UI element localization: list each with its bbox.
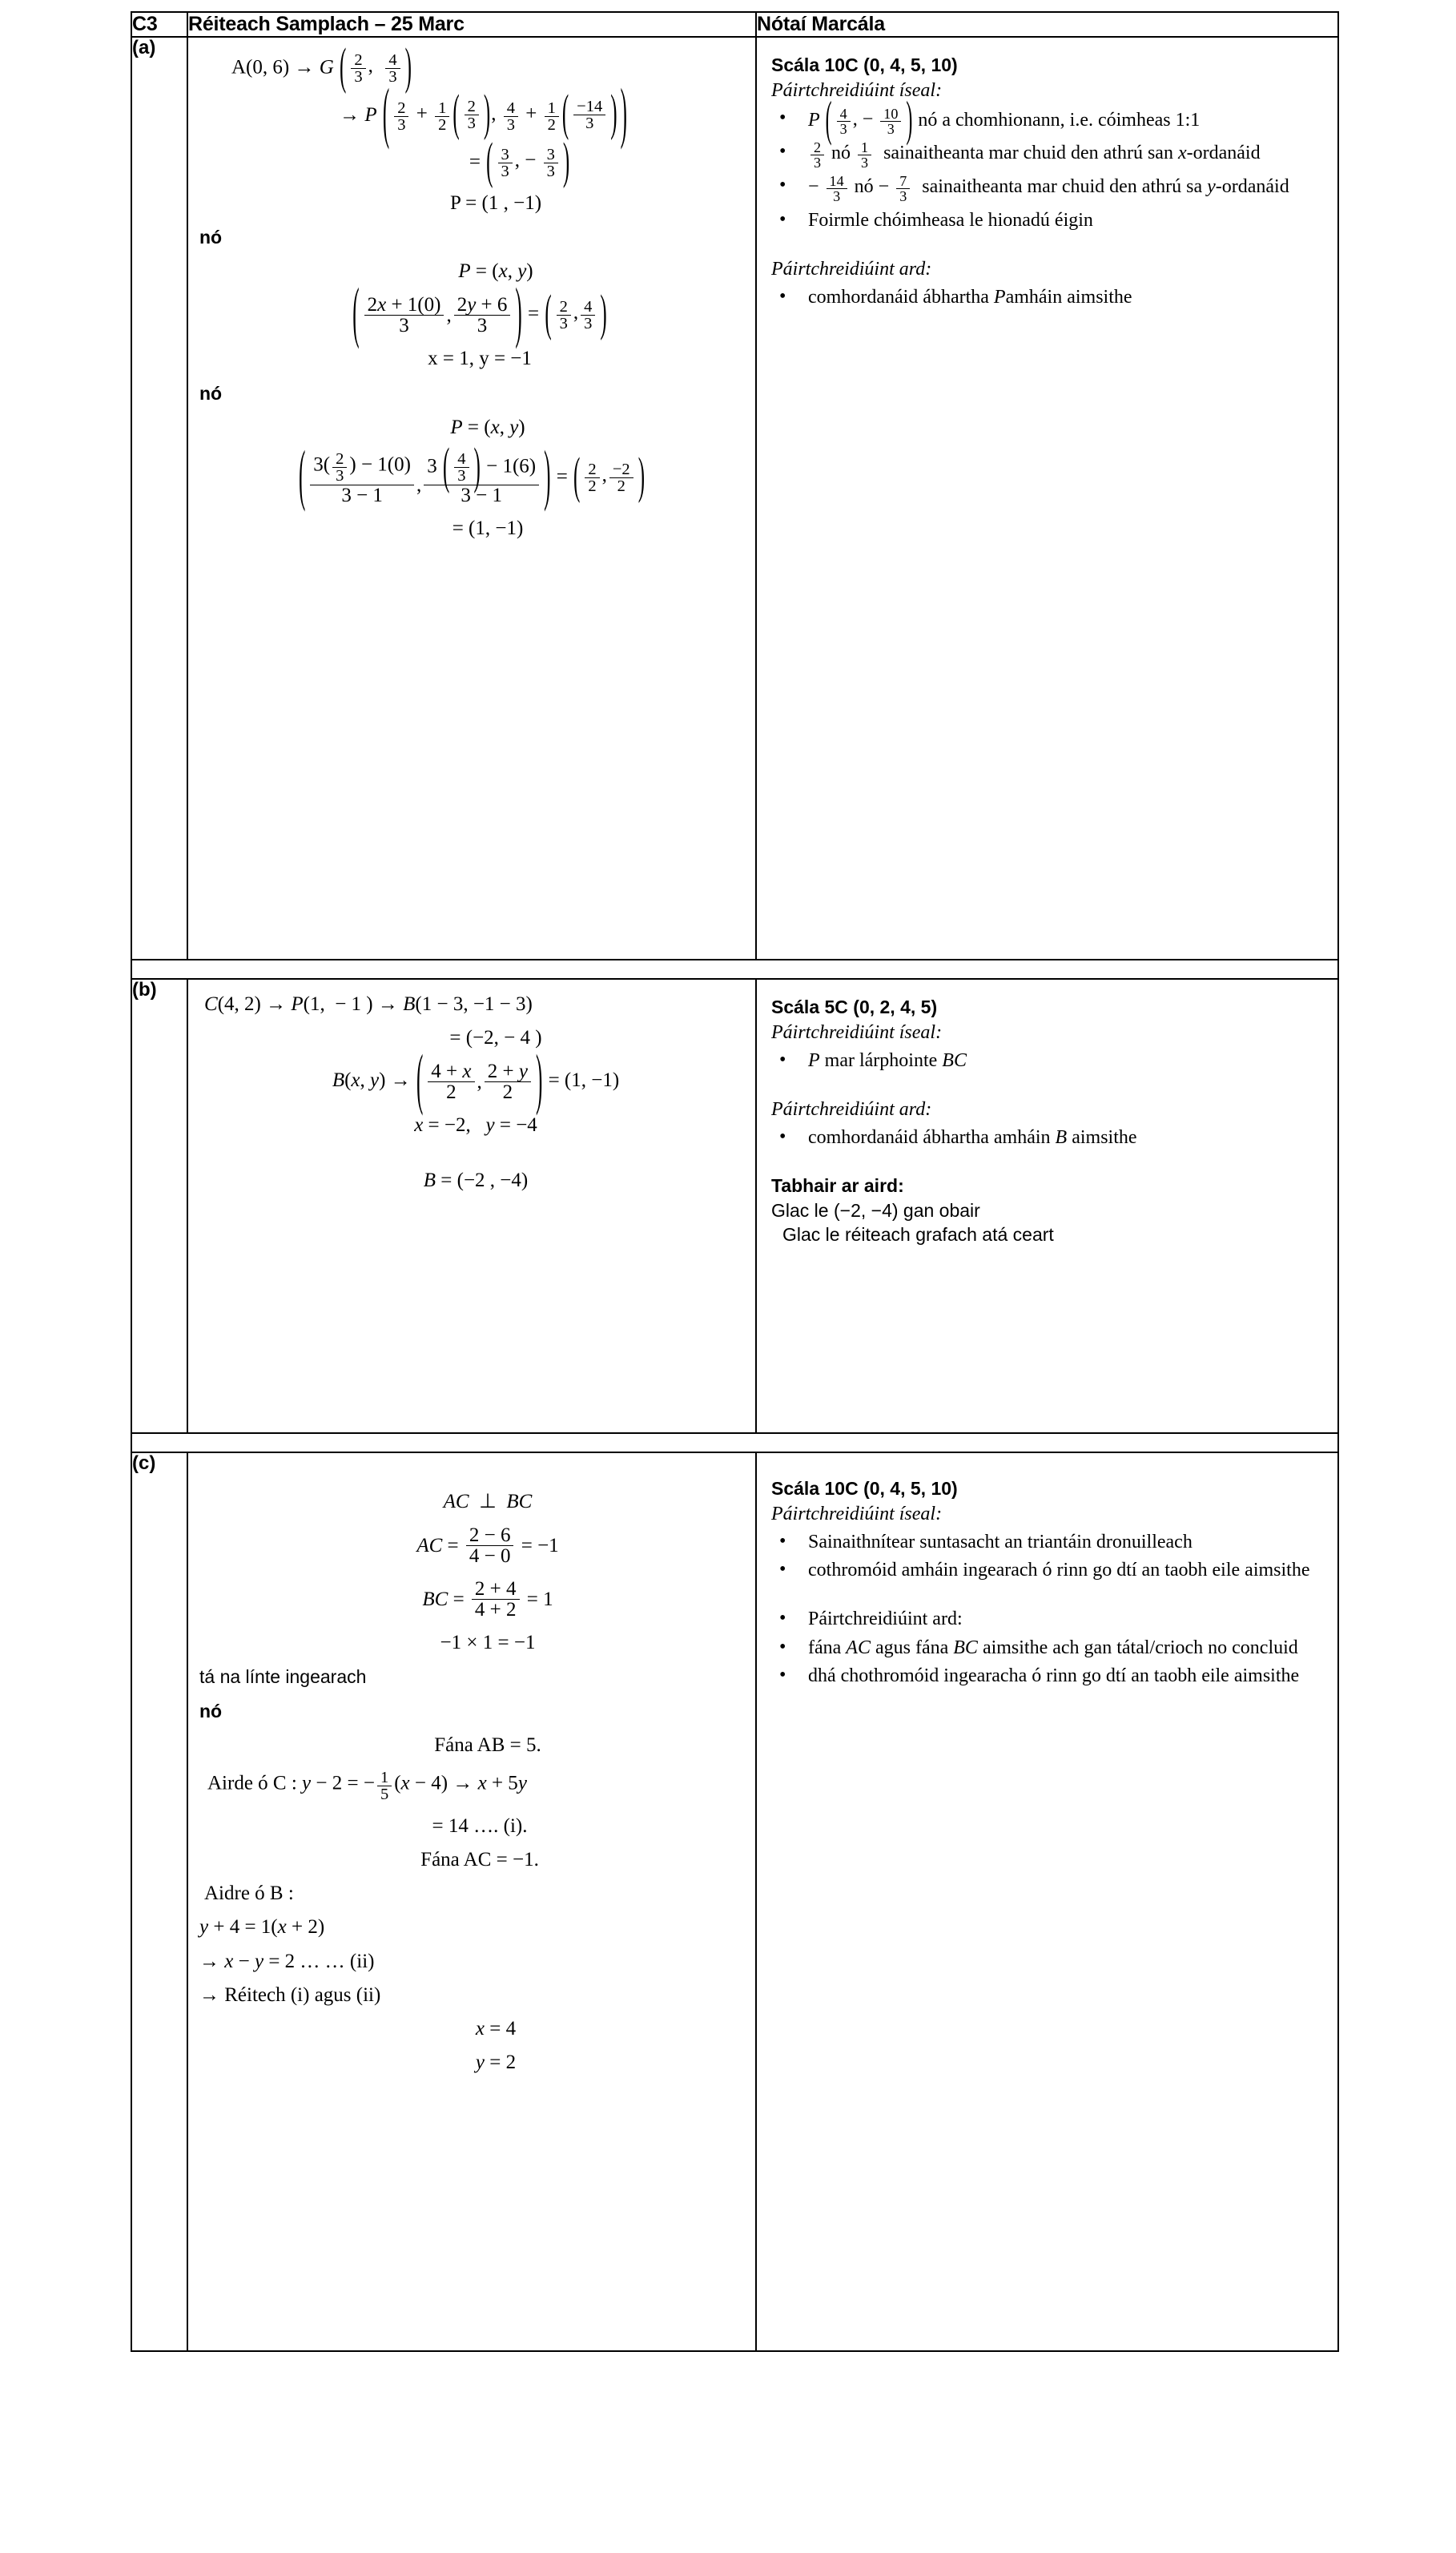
conclusion-text: tá na línte ingearach xyxy=(199,1666,367,1688)
low-credit-list xyxy=(771,1049,1326,1073)
low-credit-label: Páirtchreidiúint íseal: xyxy=(771,1022,943,1044)
part-a-work-cell xyxy=(187,37,756,960)
notes-title: Nótaí Marcála xyxy=(757,13,885,35)
math-line: y + 4 = 1(x + 2) xyxy=(199,1916,325,1939)
scale-label: Scála 10C (0, 4, 5, 10) xyxy=(771,54,958,75)
math-line: ( $\frac{2x + 1(0)}{3}$ , $\frac{2y + 6}{3}$ ) = ( $\frac{2}{3}$ , $\frac{4}{3}$ ) xyxy=(352,276,607,351)
math-line: A(0, 6) → G ( $\frac{2}{3}$ , $\frac{4}{3}$ ) xyxy=(231,39,412,95)
alt-solution-label-2: nó xyxy=(199,382,223,404)
spacer xyxy=(771,1586,1326,1607)
math-line: Airde ó C : y − 2 = − $\frac{1}{5}$ (x − 4) → x + 5y xyxy=(207,1768,527,1803)
scale-label: Scála 10C (0, 4, 5, 10) xyxy=(771,1477,958,1499)
math-line: Fána AB = 5. xyxy=(434,1734,541,1757)
marking-scheme-page xyxy=(0,11,1456,2352)
low-credit-list xyxy=(771,95,1326,232)
spacer xyxy=(771,1077,1326,1097)
high-credit-list xyxy=(771,285,1326,309)
low-credit-list xyxy=(771,1530,1326,1582)
math-line: → P ( $\frac{2}{3}$ + $\frac{1}{2}$ ( $\frac{2}{3}$ ), $\frac{4}{3}$ + $\frac{1}{2}$ ( $\frac{-14}{3}$ ) ) xyxy=(340,77,627,151)
math-line: B(x, y) → ( $\frac{4 + x}{2}$ , $\frac{2 + y}{2}$ ) = (1, −1) xyxy=(332,1043,620,1117)
list-item: • $\frac{2}{3}$ nó $\frac{1}{3}$ sainaitheanta mar chuid den athrú san x-ordanáid xyxy=(771,140,1326,170)
alt-solution-label: nó xyxy=(199,1701,223,1722)
math-line: → Réitech (i) agus (ii) xyxy=(199,1983,381,2006)
part-c-working xyxy=(188,1453,755,2350)
paren-group: ( $\frac{2}{3}$ + $\frac{1}{2}$ ( $\frac{2}{3}$ ), $\frac{4}{3}$ + $\frac{1}{2}$ ( $\frac{-14}{3}$ ) ) xyxy=(382,77,627,151)
list-item: • comhordanáid ábhartha Pamháin aimsithe xyxy=(771,285,1326,309)
paren-group: ( $\frac{4 + x}{2}$ , $\frac{2 + y}{2}$ ) xyxy=(416,1043,543,1117)
math-line: x = 1, y = −1 xyxy=(428,348,532,370)
list-item: • Páirtchreidiúint ard: xyxy=(771,1607,1326,1631)
marking-scheme-table xyxy=(131,11,1339,2352)
header-question-code-cell xyxy=(131,12,187,37)
high-credit-list xyxy=(771,1607,1326,1688)
list-item: • comhordanáid ábhartha amháin B aimsithe xyxy=(771,1125,1326,1150)
high-credit-list xyxy=(771,1125,1326,1150)
table-header-row xyxy=(131,12,1338,37)
part-a-notes xyxy=(757,38,1337,329)
math-line: = (1, −1) xyxy=(452,517,524,539)
math-line: P = (x, y) xyxy=(450,416,525,438)
high-credit-label: Páirtchreidiúint ard: xyxy=(771,258,932,280)
part-b-work-cell xyxy=(187,979,756,1433)
paren-group: ( $\frac{4}{3}$ , − $\frac{10}{3}$ ) xyxy=(825,95,913,148)
high-credit-label: Páirtchreidiúint ard: xyxy=(771,1099,932,1121)
part-b-notes-cell xyxy=(756,979,1338,1433)
paren-group: ( $\frac{2x + 1(0)}{3}$ , $\frac{2y + 6}{3}$ ) xyxy=(352,276,522,351)
math-line: = 14 …. (i). xyxy=(432,1814,528,1837)
part-label-a: (a) xyxy=(131,37,187,960)
math-line: = (−2, − 4 ) xyxy=(449,1027,542,1049)
table-row-part-c xyxy=(131,1452,1338,2351)
header-solution-cell xyxy=(187,12,756,37)
paren-group: ( $\frac{2}{3}$ , $\frac{4}{3}$ ) xyxy=(545,286,607,342)
math-line: C(4, 2) → P(1, − 1 ) → B(1 − 3, −1 − 3) xyxy=(204,993,533,1015)
part-c-work-cell xyxy=(187,1452,756,2351)
row-spacer xyxy=(131,960,1338,979)
paren-group: ( $\frac{2}{2}$ , $\frac{-2}{2}$ ) xyxy=(573,449,646,505)
paren-group: ( 3( $\frac{2}{3}$ ) − 1(0) 3 − 1 , 3 ( $\frac{4}{3}$ ) − 1(6) 3 − 1 ) xyxy=(298,439,551,513)
part-label-c: (c) xyxy=(131,1452,187,2351)
solution-title: Réiteach Samplach – 25 Marc xyxy=(188,13,465,35)
table-row-part-b xyxy=(131,979,1338,1433)
math-line: AC = $\frac{2 - 6}{4 - 0}$ = −1 xyxy=(416,1524,559,1567)
list-item: • − $\frac{14}{3}$ nó − $\frac{7}{3}$ sainaitheanta mar chuid den athrú sa y-ordanáid xyxy=(771,174,1326,203)
list-item: • Sainaithnítear suntasacht an triantáin dronuilleach xyxy=(771,1530,1326,1554)
math-line: Fána AC = −1. xyxy=(420,1848,539,1870)
list-item: • cothromóid amháin ingearach ó rinn go dtí an taobh eile aimsithe xyxy=(771,1558,1326,1582)
part-c-notes xyxy=(757,1453,1337,1708)
part-a-notes-cell xyxy=(756,37,1338,960)
math-line: Aidre ó B : xyxy=(204,1883,294,1904)
paren-group: ( $\frac{2}{3}$ , $\frac{4}{3}$ ) xyxy=(340,39,412,95)
part-c-notes-cell xyxy=(756,1452,1338,2351)
math-line: AC ⊥ BC xyxy=(443,1490,533,1512)
scale-label: Scála 5C (0, 2, 4, 5) xyxy=(771,996,938,1017)
math-line: P = (1 , −1) xyxy=(449,191,542,214)
list-item: • Foirmle chóimheasa le hionadú éigin xyxy=(771,208,1326,232)
part-b-working xyxy=(188,980,755,1432)
spacer xyxy=(771,236,1326,257)
math-line: → x − y = 2 … … (ii) xyxy=(199,1950,375,1972)
math-line: x = 4 xyxy=(475,2018,517,2040)
spacer xyxy=(771,1154,1326,1174)
attention-line: Glac le réiteach grafach atá ceart xyxy=(782,1223,1054,1245)
math-line: x = −2, y = −4 xyxy=(414,1114,537,1137)
table-row-part-a xyxy=(131,37,1338,960)
list-item: • dhá chothromóid ingearacha ó rinn go dtí an taobh eile aimsithe xyxy=(771,1664,1326,1688)
math-line: BC = $\frac{2 + 4}{4 + 2}$ = 1 xyxy=(422,1578,553,1621)
part-b-notes xyxy=(757,980,1337,1264)
math-line: P = (x, y) xyxy=(458,260,533,283)
header-notes-cell xyxy=(756,12,1338,37)
low-credit-label: Páirtchreidiúint íseal: xyxy=(771,80,943,102)
math-line: y = 2 xyxy=(475,2052,517,2074)
low-credit-label: Páirtchreidiúint íseal: xyxy=(771,1504,943,1525)
math-line: B = (−2 , −4) xyxy=(423,1169,529,1191)
math-line: −1 × 1 = −1 xyxy=(440,1632,536,1653)
alt-solution-label: nó xyxy=(199,227,223,248)
math-line: ( 3( $\frac{2}{3}$ ) − 1(0) 3 − 1 , 3 ( $\frac{4}{3}$ ) − 1(6) 3 − 1 ) = ( $\frac{2}{2}$ , $\frac{-2}{2}$ ) xyxy=(298,439,646,513)
part-a-working xyxy=(188,38,755,959)
math-line: = ( $\frac{3}{3}$ , − $\frac{3}{3}$ ) xyxy=(469,134,570,190)
question-code: C3 xyxy=(132,13,158,35)
attention-title: Tabhair ar aird: xyxy=(771,1175,904,1197)
list-item: • P ( $\frac{4}{3}$ , − $\frac{10}{3}$ ) nó a chomhionann, i.e. cóimheas 1:1 xyxy=(771,107,1326,136)
paren-group: ( $\frac{3}{3}$ , − $\frac{3}{3}$ ) xyxy=(486,134,570,190)
row-spacer xyxy=(131,1433,1338,1452)
spacer xyxy=(199,1150,744,1170)
attention-line: Glac le (−2, −4) gan obair xyxy=(771,1199,980,1221)
part-label-b: (b) xyxy=(131,979,187,1433)
list-item: • P mar lárphointe BC xyxy=(771,1049,1326,1073)
list-item: • fána AC agus fána BC aimsithe ach gan tátal/crioch no concluid xyxy=(771,1636,1326,1660)
